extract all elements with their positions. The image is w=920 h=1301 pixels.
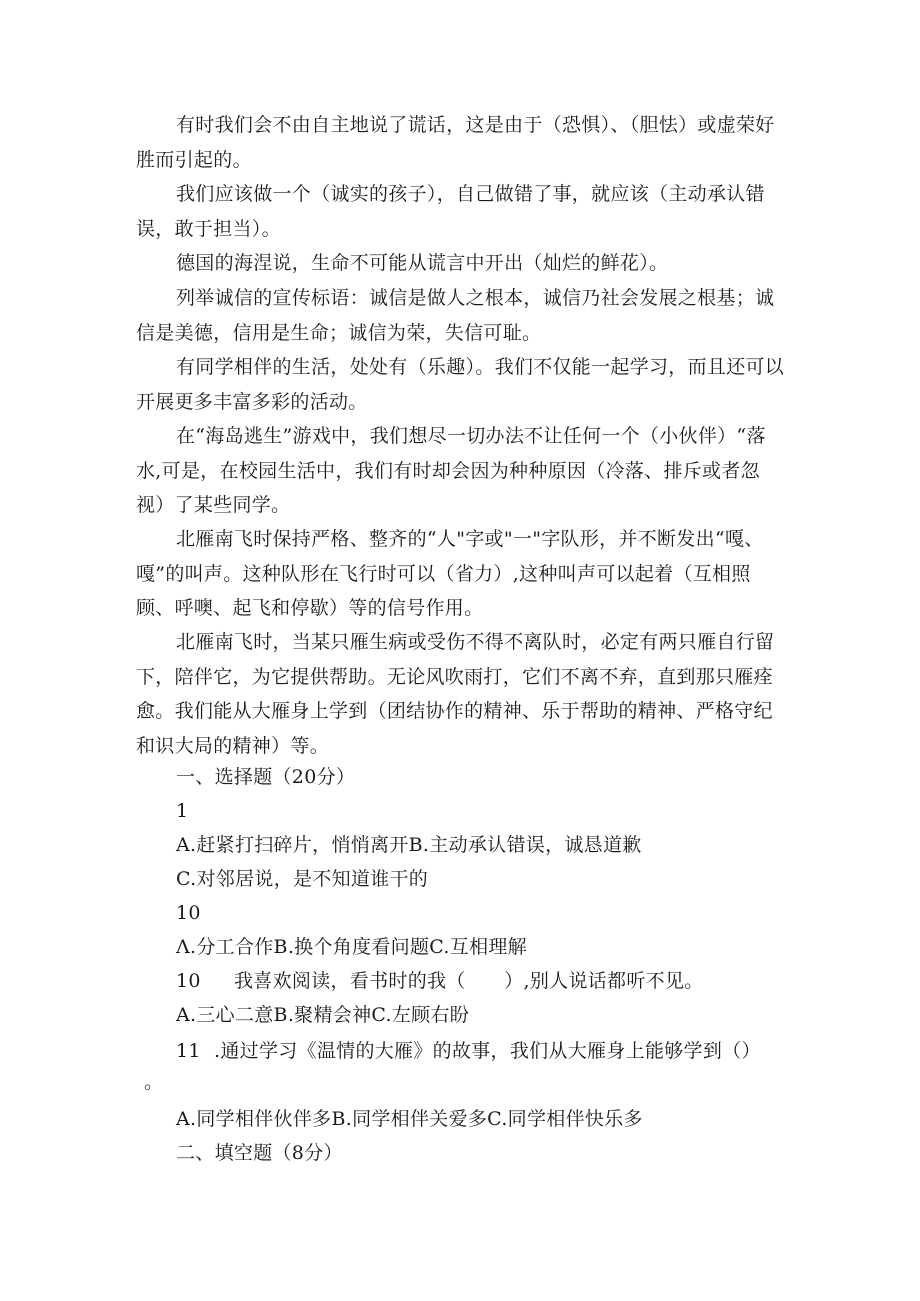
question-1-option-c: C.对邻居说，是不知道谁干的 <box>176 868 429 890</box>
question-4-text: .通过学习《温情的大雁》的故事，我们从大雁身上能够学到（） <box>214 1040 761 1062</box>
paragraph-classmates: 有同学相伴的生活，处处有（乐趣）。我们不仅能一起学习，而且还可以开展更多丰富多彩的活动。 <box>136 356 785 413</box>
paragraph-heine: 德国的海涅说，生命不可能从谎言中开出（灿烂的鲜花）。 <box>176 252 669 274</box>
question-4-end-mark: 。 <box>144 1071 164 1093</box>
question-1-number: 1 <box>176 800 189 822</box>
question-4-number: 11 <box>176 1040 201 1062</box>
question-3-options: A.三心二意B.聚精会神C.左顾右盼 <box>176 1004 470 1026</box>
paragraph-geese-help: 北雁南飞时，当某只雁生病或受伤不得不离队时，必定有两只雁自行留下，陪伴它，为它提供帮助。无论风吹雨打，它们不离不弃，直到那只雁痊愈。我们能从大雁身上学到（团结协作的精神、乐于帮助的精神、严格守纪和识大局的精神）等。 <box>136 631 775 757</box>
question-3-number: 10 <box>176 970 201 992</box>
paragraph-honest-child: 我们应该做一个（诚实的孩子），自己做错了事，就应该（主动承认错误，敢于担当）。 <box>136 183 765 240</box>
question-2-options: Λ.分工合作B.换个角度看问题C.互相理解 <box>176 936 527 958</box>
question-2-number: 10 <box>176 902 201 924</box>
question-3-text: 我喜欢阅读，看书时的我（ ）,别人说话都听不见。 <box>234 970 704 992</box>
paragraph-lies: 有时我们会不由自主地说了谎话，这是由于（恐惧）、（胆怯）或虚荣好胜而引起的。 <box>136 114 775 171</box>
paragraph-island-game: 在“海岛逃生”游戏中，我们想尽一切办法不让任何一个（小伙伴）“落水,可是，在校园生活中，我们有时却会因为种种原因（冷落、排斥或者忽视）了某些同学。 <box>136 425 766 516</box>
question-1-options-ab: A.赶紧打扫碎片，悄悄离开B.主动承认错误，诚恳道歉 <box>176 834 642 856</box>
paragraph-slogans: 列举诚信的宣传标语：诚信是做人之根本，诚信乃社会发展之根基；诚信是美德，信用是生命；诚信为荣，失信可耻。 <box>136 287 775 344</box>
question-4-options: A.同学相伴伙伴多B.同学相伴关爱多C.同学相伴快乐多 <box>176 1108 643 1130</box>
section-choice-heading: 一、选择题（20分） <box>176 766 356 788</box>
paragraph-geese-formation: 北雁南飞时保持严格、整齐的“人"字或"一"字队形，并不断发出“嘎、嘎”的叫声。这种队形在飞行时可以（省力）,这种叫声可以起着（互相照顾、呼噢、起飞和停歇）等的信号作用。 <box>136 528 764 619</box>
section-fill-heading: 二、填空题（8分） <box>176 1142 343 1164</box>
